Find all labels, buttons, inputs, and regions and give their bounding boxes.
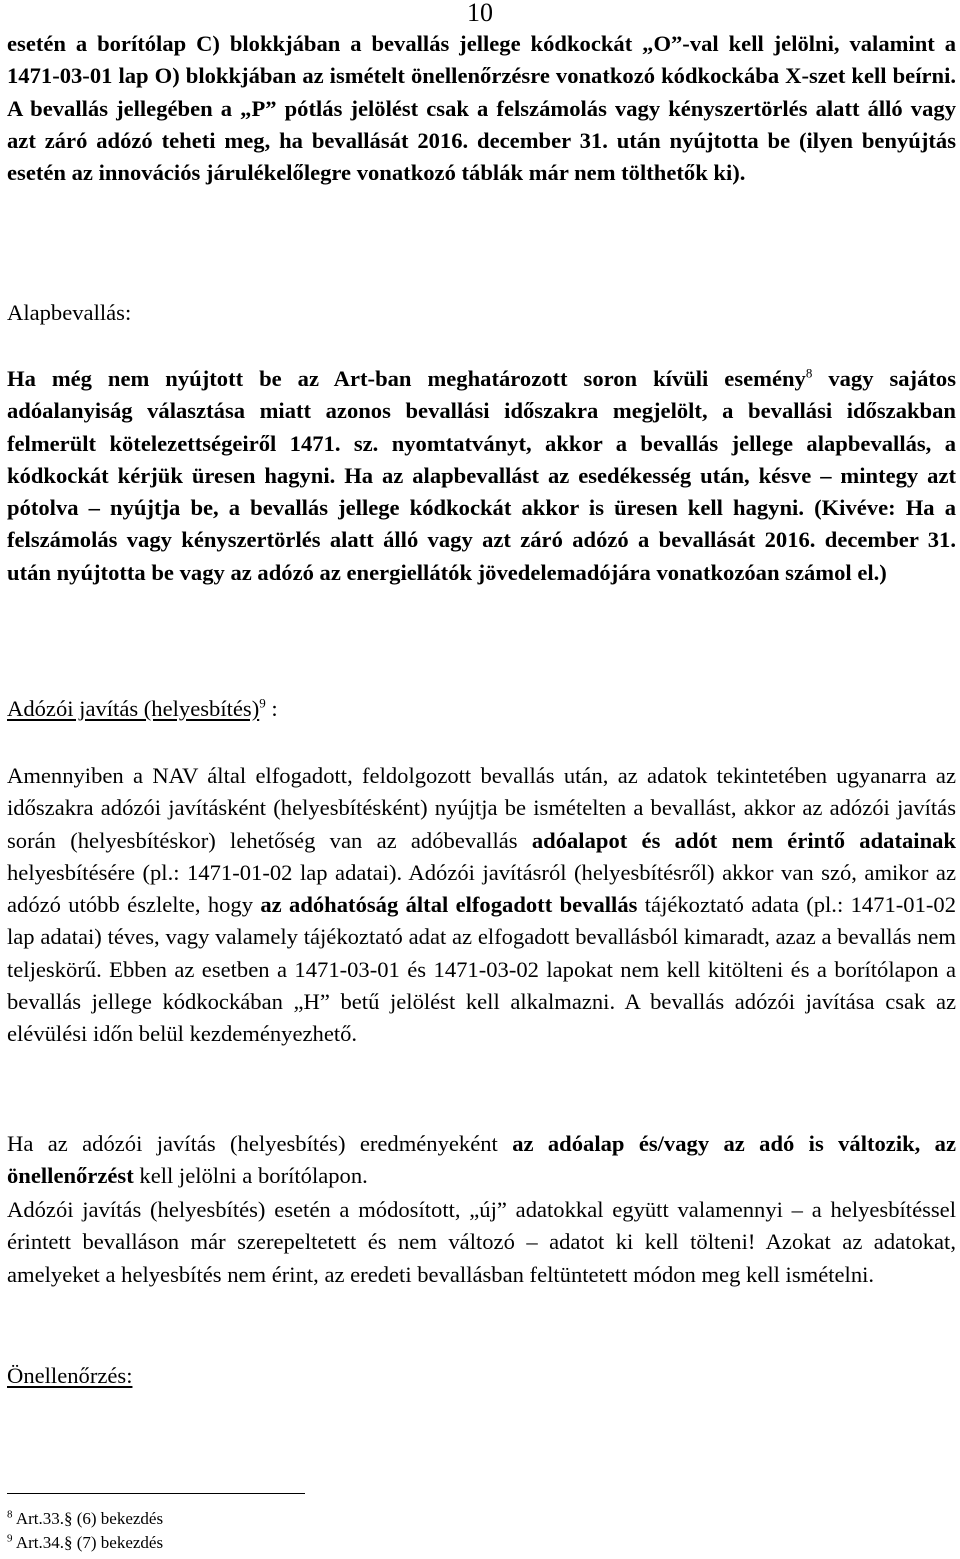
footnote-separator <box>7 1493 305 1494</box>
javitas-paragraph-2 <box>7 1128 956 1193</box>
javitas-p1-bold-b: adóalapot és adót nem érintő adatainak <box>531 827 956 853</box>
footnote-8-number: 8 <box>7 1508 13 1521</box>
javitas-p2-bold-b: az adóalap és/vagy az adó is változik, az önellenőrzést <box>7 1131 957 1189</box>
javitas-p2-text-c: kell jelölni a borítólapon. <box>133 1163 368 1189</box>
footnote-9-number: 9 <box>7 1532 13 1545</box>
javitas-paragraph-1 <box>7 760 956 1051</box>
javitas-heading-colon: : <box>265 696 278 721</box>
javitas-heading-text: Adózói javítás (helyesbítés) <box>7 696 260 721</box>
javitas-p2-text-a: Ha az adózói javítás (helyesbítés) eredményeként <box>7 1131 513 1156</box>
footnote-ref-8: 8 <box>805 365 813 381</box>
footnote-ref-9: 9 <box>259 695 266 711</box>
alapbevallas-heading: Alapbevallás: <box>7 300 132 325</box>
page-number: 10 <box>467 0 493 27</box>
javitas-heading <box>7 694 278 724</box>
javitas-p1-text-e: tájékoztató adata (pl.: 1471-01-02 lap adatai) téves, vagy valamely tájékoztató adat az elfogadott bevallásból kimaradt, azaz a bevallás nem teljeskörű. Ebben az esetben a 1471-03-01 és 1471-03-02 lapokat nem kell kitölteni és a borítólapon a bevallás jellege kódkockában „H” betű jelölést kell alkalmazni. A bevallás adózói javítása csak az elévülési időn belül kezdeményezhető. <box>7 892 956 1047</box>
footnote-9 <box>7 1533 163 1553</box>
footnote-8 <box>7 1509 163 1529</box>
footnote-8-text: Art.33.§ (6) bekezdés <box>15 1509 164 1528</box>
footnote-9-text: Art.34.§ (7) bekezdés <box>15 1533 164 1552</box>
alap-text-2: vagy sajátos adóalanyiság választása miatt azonos bevallási időszakra megjelölt, a bevallási időszakban felmerült kötelezettségeiről 1471. sz. nyomtatványt, akkor a bevallás jellege alapbevallás, a kódkockát kérjük üresen hagyni. <box>7 366 956 488</box>
top-paragraph <box>7 28 956 189</box>
alapbevallas-paragraph <box>7 363 956 589</box>
javitas-p1-bold-d: az adóhatóság által elfogadott bevallás <box>260 892 638 918</box>
javitas-p1-text-a: Amennyiben a NAV által elfogadott, feldolgozott bevallás után, az adatok tekintetében ugyanarra az időszakra adózói javításként (helyesbítésként) nyújtja be ismételten a bevallást, akkor az adózói javítás során (helyesbítéskor) lehetőség van az adóbevallás <box>7 763 956 853</box>
javitas-p1-text-c: helyesbítésére (pl.: 1471-01-02 lap adatai). Adózói javításról (helyesbítésről) akkor van szó, amikor az adózó utóbb észlelte, hogy <box>7 859 956 918</box>
top-paragraph-sentence-2: A bevallás jellegében a „P” pótlás jelölést csak a felszámolás vagy kényszertörlés alatt álló vagy azt záró adózó teheti meg, ha bevallását 2016. december 31. után nyújtotta be (ilyen benyújtás esetén az innovációs járulékelőlegre vonatkozó táblák már nem tölthetők ki). <box>7 95 956 186</box>
onellenorzes-heading: Önellenőrzés: <box>7 1363 133 1388</box>
alap-text-3: Ha az alapbevallást az esedékesség után, késve – mintegy azt pótolva – nyújtja be, a bevallás jellege kódkockát akkor is üresen kell hagyni. (Kivéve: Ha a felszámolás vagy kényszertörlés alatt álló vagy azt záró adózó a bevallását 2016. december 31. után nyújtotta be vagy az adózó az energiellátók jövedelemadójára vonatkozóan számol el.) <box>7 462 957 585</box>
top-paragraph-sentence-1: esetén a borítólap C) blokkjában a bevallás jellege kódkockát „O”-val kell jelölni, valamint a 1471-03-01 lap O) blokkjában az ismételt önellenőrzésre vonatkozó kódkockába X-szet kell beírni. <box>7 31 956 89</box>
alap-text-1: Ha még nem nyújtott be az Art-ban meghatározott soron kívüli esemény <box>7 366 806 391</box>
javitas-paragraph-3: Adózói javítás (helyesbítés) esetén a módosított, „új” adatokkal együtt valamennyi – a helyesbítéssel érintett bevalláson már szerepeltetett és nem változó – adatot ki kell tölteni! Azokat az adatokat, amelyeket a helyesbítés nem érint, az eredeti bevallásban feltüntetett módon meg kell ismételni. <box>7 1197 956 1287</box>
